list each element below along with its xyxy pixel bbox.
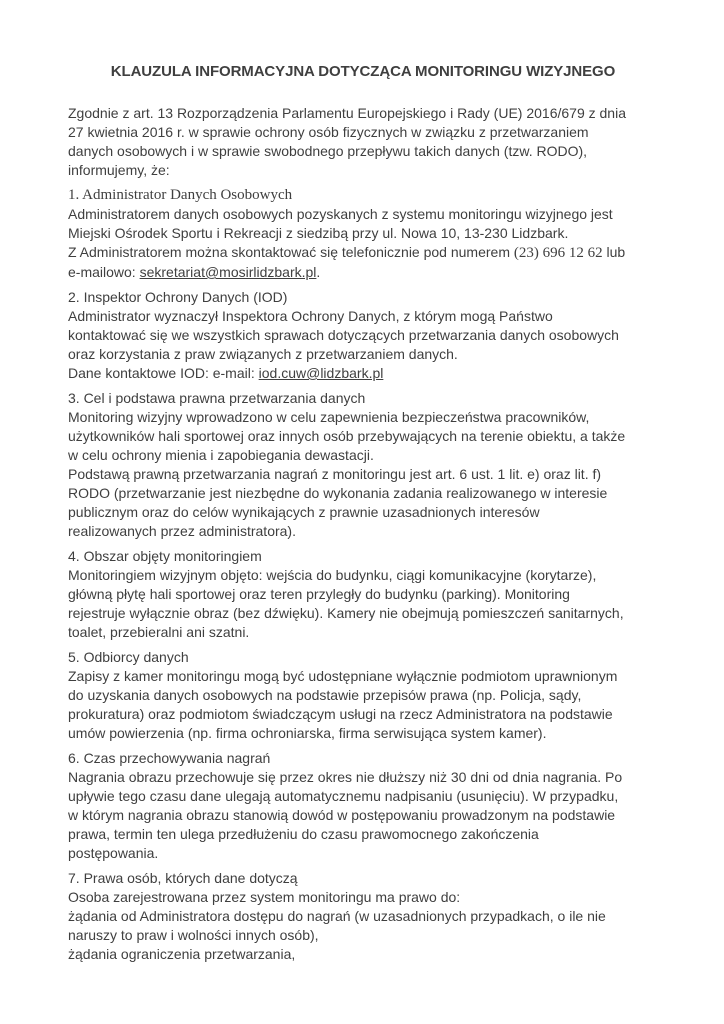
body-text: Z Administratorem można skontaktować się telefonicznie pod numerem [68,244,514,260]
section-heading: 5. Odbiorcy danych [68,649,189,665]
body-line [68,263,658,282]
intro-line: danych osobowych i w sprawie swobodnego przepływu takich danych (tzw. RODO), [68,143,588,159]
body-text: . [316,264,321,280]
document-title: KLAUZULA INFORMACYJNA DOTYCZĄCA MONITORINGU WIZYJNEGO [110,63,616,80]
body-line: prokuratura) oraz podmiotom świadczącym usługi na rzecz Administratora na podstawie [68,706,613,722]
body-line: Monitoringiem wizyjnym objęto: wejścia do budynku, ciągi komunikacyjne (korytarze), [68,567,597,583]
body-line: Nagrania obrazu przechowuje się przez okres nie dłuższy niż 30 dni od dnia nagrania. Po [68,769,623,785]
body-line: Osoba zarejestrowana przez system monitoringu ma prawo do: [68,889,461,905]
body-line [68,364,658,383]
section-heading: 7. Prawa osób, których dane dotyczą [68,870,298,886]
body-text: e-mailowo: [68,264,140,280]
body-text: lub [602,244,626,260]
body-line: RODO (przetwarzanie jest niezbędne do wykonania zadania realizowanego w interesie [68,485,608,501]
section-administrator [68,186,658,282]
section-iod [68,288,658,383]
body-line: naruszy to praw i wolności innych osób), [68,927,319,943]
body-line: upływie tego czasu dane ulegają automatycznemu nadpisaniu (usunięciu). W przypadku, [68,788,619,804]
email-link-iod[interactable]: iod.cuw@lidzbark.pl [258,365,384,381]
intro-paragraph [68,104,658,180]
section-heading: 1. Administrator Danych Osobowych [68,187,293,203]
section-heading: 6. Czas przechowywania nagrań [68,750,271,766]
body-line: Administrator wyznaczył Inspektora Ochrony Danych, z którym mogą Państwo [68,308,553,324]
body-line: toalet, przebieralni ani szatni. [68,624,250,640]
body-line: w celu ochrony mienia i zapobiegania dewastacji. [68,447,374,463]
body-line: żądania od Administratora dostępu do nagrań (w uzasadnionych przypadkach, o ile nie [68,908,606,924]
body-line: realizowanych przez administratora). [68,523,296,539]
intro-line: 27 kwietnia 2016 r. w sprawie ochrony osób fizycznych w związku z przetwarzaniem [68,124,589,140]
section-czas-przechowywania [68,749,658,863]
section-heading: 4. Obszar objęty monitoringiem [68,548,262,564]
section-cel-podstawa-prawna [68,389,658,541]
intro-line: Zgodnie z art. 13 Rozporządzenia Parlamentu Europejskiego i Rady (UE) 2016/679 z dnia [68,105,626,121]
body-line: użytkowników hali sportowej oraz innych osób przebywających na terenie obiektu, a także [68,428,626,444]
body-line [68,243,658,263]
email-link-sekretariat[interactable]: sekretariat@mosirlidzbark.pl [139,264,317,280]
body-line: rejestruje wyłącznie obraz (bez dźwięku). Kamery nie obejmują pomieszczeń sanitarnych, [68,605,624,621]
body-line: do uzyskania danych osobowych na podstawie przepisów prawa (np. Policja, sądy, [68,687,582,703]
body-line: prawa, termin ten ulega przedłużeniu do czasu prawomocnego zakończenia [68,826,539,842]
body-line: Monitoring wizyjny wprowadzono w celu zapewnienia bezpieczeństwa pracowników, [68,409,590,425]
section-heading: 3. Cel i podstawa prawna przetwarzania danych [68,390,366,406]
body-line: żądania ograniczenia przetwarzania, [68,946,296,962]
body-line: Administratorem danych osobowych pozyskanych z systemu monitoringu wizyjnego jest [68,206,613,222]
section-odbiorcy-danych [68,648,658,743]
section-heading: 2. Inspektor Ochrony Danych (IOD) [68,289,288,305]
section-obszar-monitoringu [68,547,658,642]
body-line: Miejski Ośrodek Sportu i Rekreacji z siedzibą przy ul. Nowa 10, 13-230 Lidzbark. [68,225,569,241]
intro-line: informujemy, że: [68,162,170,178]
body-line: w którym nagrania obrazu stanowią dowód w postępowaniu prowadzonym na podstawie [68,807,616,823]
body-line: kontaktować się we wszystkich sprawach dotyczących przetwarzania danych osobowych [68,327,619,343]
body-line: postępowania. [68,845,159,861]
body-line: oraz korzystania z praw związanych z przetwarzaniem danych. [68,346,458,362]
body-line: umów powierzenia (np. firma ochroniarska, firma serwisująca system kamer). [68,725,547,741]
body-line: Podstawą prawną przetwarzania nagrań z monitoringu jest art. 6 ust. 1 lit. e) oraz lit. f) [68,466,602,482]
body-line: Zapisy z kamer monitoringu mogą być udostępniane wyłącznie podmiotom uprawnionym [68,668,618,684]
section-prawa-osob [68,869,658,964]
body-line: główną płytę hali sportowej oraz teren przyległy do budynku (parking). Monitoring [68,586,570,602]
phone-number: (23) 696 12 62 [513,245,603,261]
body-text: Dane kontaktowe IOD: e-mail: [68,365,259,381]
body-line: publicznym oraz do celów wynikających z prawnie uzasadnionych interesów [68,504,540,520]
